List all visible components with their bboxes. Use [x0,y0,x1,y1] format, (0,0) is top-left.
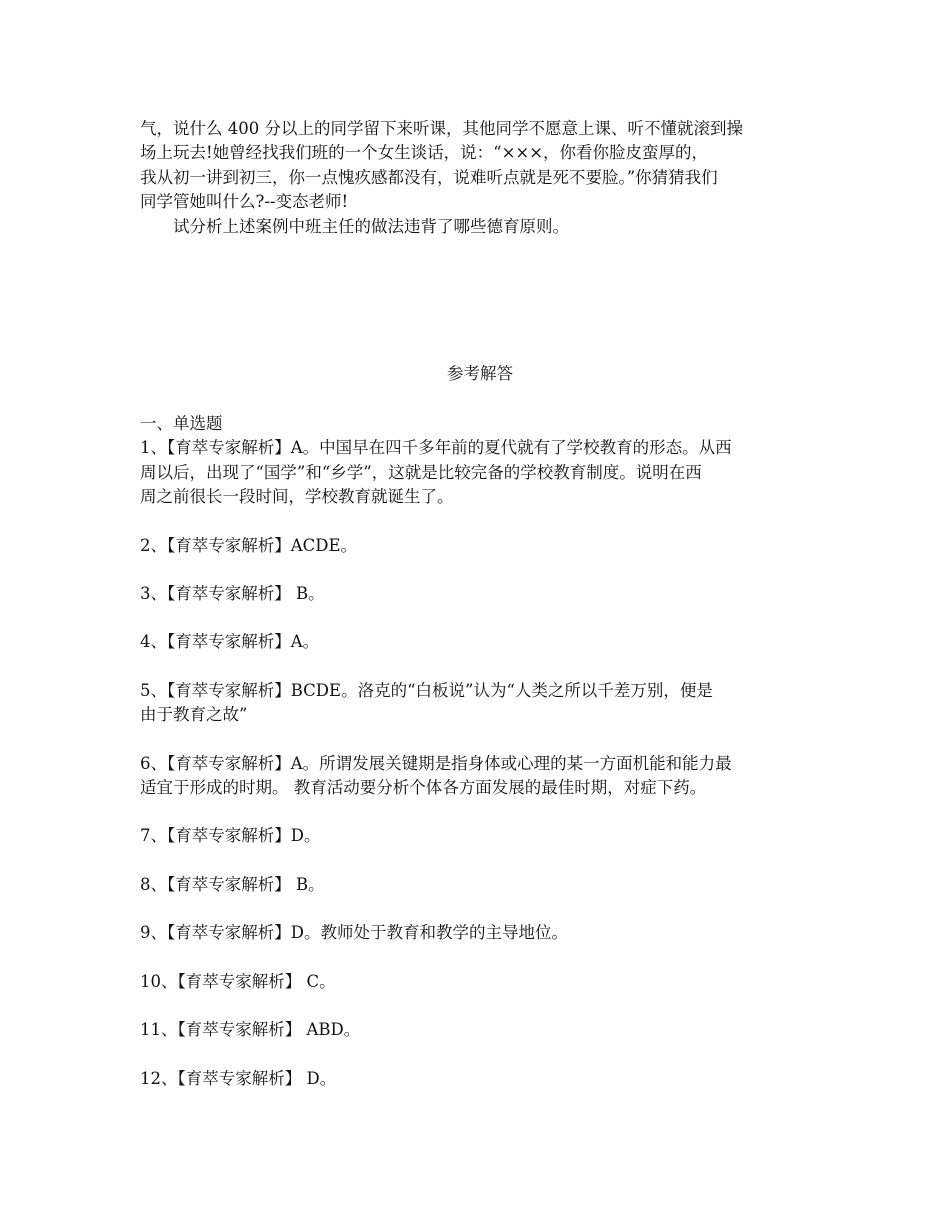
answer-line: 由于教育之故” [140,705,248,725]
answer-line: 3、【育萃专家解析】 B。 [140,584,325,604]
answer-line: 1、【育萃专家解析】A。中国早在四千多年前的夏代就有了学校教育的形态。从西 [140,438,732,458]
answer-line: 4、【育萃专家解析】A。 [140,632,320,652]
document-page [140,117,820,1088]
answer-line: 周以后，出现了“国学”和“乡学”，这就是比较完备的学校教育制度。说明在西 [140,462,702,482]
answer-item [140,534,820,558]
question-text [140,117,820,239]
answer-item [140,436,820,509]
answers-title: 参考解答 [447,364,513,383]
answer-item [140,970,820,994]
question-prompt: 试分析上述案例中班主任的做法违背了哪些德育原则。 [173,216,569,236]
answer-line: 7、【育萃专家解析】D。 [140,826,321,846]
answer-line: 2、【育萃专家解析】ACDE。 [140,535,358,555]
question-line-1: 气，说什么 400 分以上的同学留下来听课，其他同学不愿意上课、听不懂就滚到操 [140,119,743,138]
question-line-2: 场上玩去!她曾经找我们班的一个女生谈话，说：“×××，你看你脸皮蛮厚的， [140,143,709,163]
answer-item [140,752,820,801]
answer-item [140,630,820,654]
answer-item [140,582,820,606]
answer-line: 6、【育萃专家解析】A。所谓发展关键期是指身体或心理的某一方面机能和能力最 [140,753,732,773]
answer-line: 12、【育萃专家解析】 D。 [140,1068,337,1088]
answer-item [140,679,820,728]
answer-line: 适宜于形成的时期。 教育活动要分析个体各方面发展的最佳时期，对症下药。 [140,778,707,798]
section-heading: 一、单选题 [140,414,223,433]
answer-item [140,824,820,848]
answers-list [140,412,820,1115]
answer-item [140,873,820,897]
question-line-4: 同学管她叫什么?--变态老师! [140,192,349,212]
answer-line: 8、【育萃专家解析】 B。 [140,874,325,894]
answer-item [140,1018,820,1042]
answer-line: 9、【育萃专家解析】D。教师处于教育和教学的主导地位。 [140,923,568,943]
answer-item [140,1067,820,1091]
answer-line: 10、【育萃专家解析】 C。 [140,971,336,991]
answer-line: 11、【育萃专家解析】 ABD。 [140,1020,361,1040]
answer-item [140,921,820,945]
answer-line: 周之前很长一段时间，学校教育就诞生了。 [140,487,454,507]
answer-line: 5、【育萃专家解析】BCDE。洛克的“白板说”认为“人类之所以千差万别，便是 [140,680,713,700]
question-line-3: 我从初一讲到初三，你一点愧疚感都没有，说难听点就是死不要脸。”你猜猜我们 [140,167,718,187]
